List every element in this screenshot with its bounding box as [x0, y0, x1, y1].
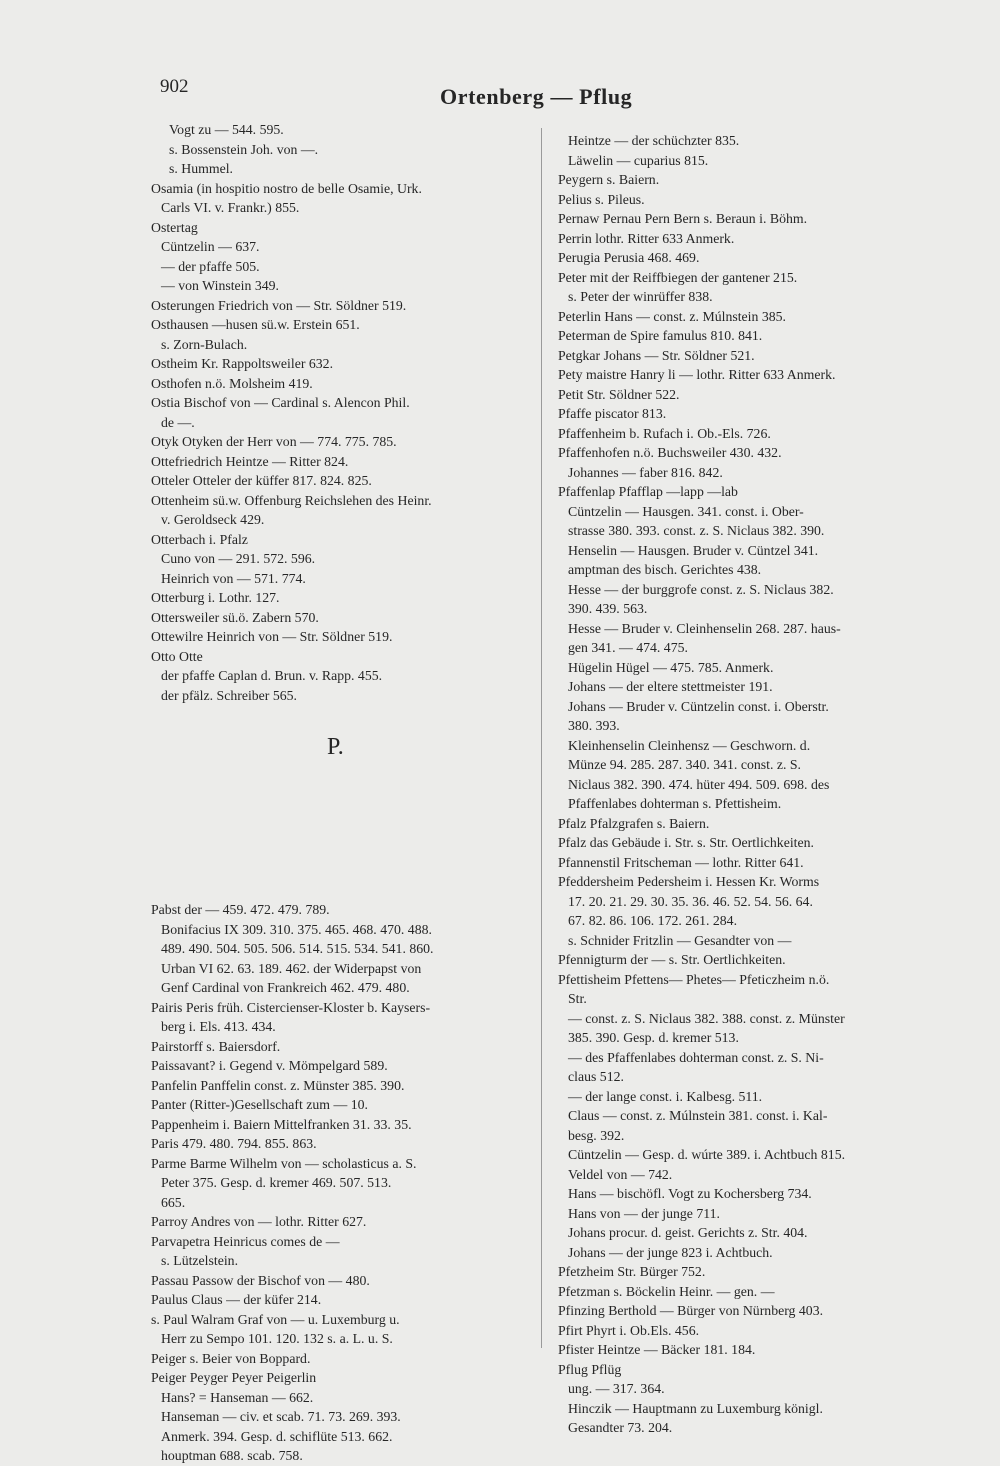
- index-entry: Peter mit der Reiffbiegen der gantener 215.: [558, 269, 798, 285]
- index-entry: Ostertag: [151, 219, 198, 235]
- index-subentry: Johannes — faber 816. 842.: [568, 464, 723, 480]
- index-entry: Ottenheim sü.w. Offenburg Reichslehen des Heinr.: [151, 492, 432, 508]
- index-subentry: Hesse — der burggrofe const. z. S. Niclaus 382.: [568, 581, 834, 597]
- index-subentry: Läwelin — cuparius 815.: [568, 152, 709, 168]
- index-entry: Paulus Claus — der küfer 214.: [151, 1292, 322, 1307]
- index-entry: Peiger s. Beier von Boppard.: [151, 1350, 311, 1366]
- index-subentry: Claus — const. z. Múlnstein 381. const. i. Kal-: [568, 1108, 828, 1123]
- index-subentry: — von Winstein 349.: [161, 278, 279, 293]
- index-subentry: s. Bossenstein Joh. von —.: [169, 141, 319, 157]
- index-subentry: gen 341. — 474. 475.: [568, 640, 688, 655]
- index-entry: Pernaw Pernau Pern Bern s. Beraun i. Böhm.: [558, 211, 808, 226]
- index-subentry: ung. — 317. 364.: [568, 1381, 665, 1396]
- index-entry: Osthofen n.ö. Molsheim 419.: [151, 375, 313, 391]
- index-entry: Pfinzing Berthold — Bürger von Nürnberg 403.: [558, 1303, 824, 1318]
- index-entry: Ostia Bischof von — Cardinal s. Alencon Phil.: [151, 395, 410, 410]
- index-entry: Peiger Peyger Peyer Peigerlin: [151, 1370, 317, 1385]
- index-entry: Pfennigturm der — s. Str. Oertlichkeiten.: [558, 952, 786, 967]
- index-entry: Ottewilre Heinrich von — Str. Söldner 519.: [151, 629, 393, 644]
- index-entry: Peygern s. Baiern.: [558, 172, 660, 187]
- index-entry: Passau Passow der Bischof von — 480.: [151, 1272, 370, 1288]
- index-subentry: Cüntzelin — 637.: [161, 239, 260, 254]
- index-entry: Otto Otte: [151, 648, 203, 664]
- index-subentry: Johans procur. d. geist. Gerichts z. Str. 404.: [568, 1225, 808, 1240]
- index-subentry: Anmerk. 394. Gesp. d. schiflüte 513. 662.: [161, 1428, 393, 1444]
- index-entry: Peterman de Spire famulus 810. 841.: [558, 328, 763, 343]
- index-entry: Pfeddersheim Pedersheim i. Hessen Kr. Worms: [558, 874, 820, 889]
- index-subentry: Heintze — der schüchzter 835.: [568, 133, 740, 148]
- right-column: [558, 131, 938, 1438]
- index-subentry: — der lange const. i. Kalbesg. 511.: [568, 1088, 763, 1104]
- index-entry: Pfaffenhofen n.ö. Buchsweiler 430. 432.: [558, 445, 782, 460]
- index-subentry: Cüntzelin — Hausgen. 341. const. i. Ober-: [568, 503, 804, 519]
- index-entry: Paissavant? i. Gegend v. Mömpelgard 589.: [151, 1058, 388, 1073]
- index-subentry: Peter 375. Gesp. d. kremer 469. 507. 513.: [161, 1175, 392, 1190]
- index-entry: s. Paul Walram Graf von — u. Luxemburg u.: [151, 1311, 400, 1327]
- index-subentry: Cuno von — 291. 572. 596.: [161, 551, 316, 566]
- index-entry: Pfettisheim Pfettens— Phetes— Pfeticzheim n.ö.: [558, 971, 830, 987]
- index-subentry: Cüntzelin — Gesp. d. wúrte 389. i. Achtbuch 815.: [568, 1147, 846, 1162]
- index-subentry: Johans — der junge 823 i. Achtbuch.: [568, 1244, 773, 1260]
- index-subentry: houptman 688. scab. 758.: [161, 1448, 303, 1463]
- index-entry: Ottefriedrich Heintze — Ritter 824.: [151, 453, 349, 469]
- index-subentry: s. Lützelstein.: [161, 1253, 239, 1268]
- index-subentry: Hesse — Bruder v. Cleinhenselin 268. 287. haus-: [568, 620, 841, 636]
- index-subentry: Hanseman — civ. et scab. 71. 73. 269. 393.: [161, 1409, 401, 1424]
- index-subentry: Heinrich von — 571. 774.: [161, 570, 306, 586]
- index-subentry: claus 512.: [568, 1069, 624, 1084]
- index-subentry: 665.: [161, 1194, 186, 1210]
- left-column-entries-p: [151, 900, 536, 1466]
- index-entry: Pfalz Pfalzgrafen s. Baiern.: [558, 815, 710, 831]
- index-subentry: Str.: [568, 991, 587, 1006]
- index-subentry: 385. 390. Gesp. d. kremer 513.: [568, 1030, 739, 1045]
- index-subentry: 67. 82. 86. 106. 172. 261. 284.: [568, 913, 738, 928]
- index-entry: Parme Barme Wilhelm von — scholasticus a. S.: [151, 1155, 417, 1171]
- column-divider: [541, 128, 542, 1348]
- index-subentry: s. Hummel.: [169, 161, 233, 176]
- index-entry: Pabst der — 459. 472. 479. 789.: [151, 902, 330, 917]
- index-entry: Pfetzheim Str. Bürger 752.: [558, 1264, 706, 1279]
- index-entry: Otterbach i. Pfalz: [151, 531, 248, 547]
- running-head: Ortenberg — Pflug: [440, 84, 633, 109]
- index-entry: Pflug Pflüg: [558, 1361, 622, 1377]
- index-subentry: Carls VI. v. Frankr.) 855.: [161, 200, 300, 215]
- index-subentry: Urban VI 62. 63. 189. 462. der Widerpapst von: [161, 960, 422, 976]
- index-subentry: Niclaus 382. 390. 474. hüter 494. 509. 698. des: [568, 776, 830, 792]
- index-entry: Otteler Otteler der küffer 817. 824. 825.: [151, 473, 372, 488]
- index-entry: Panter (Ritter-)Gesellschaft zum — 10.: [151, 1097, 368, 1112]
- index-entry: Parroy Andres von — lothr. Ritter 627.: [151, 1214, 367, 1229]
- index-subentry: Kleinhenselin Cleinhensz — Geschworn. d.: [568, 737, 811, 753]
- index-subentry: Genf Cardinal von Frankreich 462. 479. 480.: [161, 980, 410, 995]
- index-subentry: 390. 439. 563.: [568, 601, 648, 616]
- index-subentry: Hinczik — Hauptmann zu Luxemburg königl.: [568, 1400, 823, 1416]
- index-subentry: besg. 392.: [568, 1127, 625, 1143]
- index-subentry: — const. z. S. Niclaus 382. 388. const. z. Münster: [568, 1010, 845, 1026]
- index-entry: Osamia (in hospitio nostro de belle Osamie, Urk.: [151, 180, 422, 196]
- index-entry: Pfister Heintze — Bäcker 181. 184.: [558, 1342, 756, 1357]
- index-entry: Petit Str. Söldner 522.: [558, 386, 680, 402]
- index-entry: Parvapetra Heinricus comes de —: [151, 1233, 340, 1249]
- index-entry: Otterburg i. Lothr. 127.: [151, 590, 280, 605]
- index-entry: Pfaffe piscator 813.: [558, 406, 667, 421]
- index-subentry: Bonifacius IX 309. 310. 375. 465. 468. 470. 488.: [161, 921, 432, 937]
- index-subentry: Johans — der eltere stettmeister 191.: [568, 679, 773, 694]
- index-entry: Peterlin Hans — const. z. Múlnstein 385.: [558, 308, 787, 324]
- left-column-entries-o: [151, 120, 536, 705]
- index-subentry: Hans? = Hanseman — 662.: [161, 1389, 314, 1405]
- index-subentry: Hans von — der junge 711.: [568, 1205, 720, 1221]
- index-subentry: s. Peter der winrüffer 838.: [568, 289, 713, 304]
- index-entry: Pfetzman s. Böckelin Heinr. — gen. —: [558, 1283, 775, 1299]
- index-entry: Pfirt Phyrt i. Ob.Els. 456.: [558, 1322, 700, 1338]
- index-subentry: Veldel von — 742.: [568, 1166, 673, 1182]
- index-entry: Paris 479. 480. 794. 855. 863.: [151, 1136, 317, 1151]
- index-subentry: — des Pfaffenlabes dohterman const. z. S. Ni-: [568, 1049, 824, 1065]
- index-subentry: — der pfaffe 505.: [161, 258, 260, 274]
- index-subentry: Herr zu Sempo 101. 120. 132 s. a. L. u. S.: [161, 1331, 393, 1346]
- index-subentry: berg i. Els. 413. 434.: [161, 1019, 276, 1034]
- index-subentry: der pfaffe Caplan d. Brun. v. Rapp. 455.: [161, 668, 383, 683]
- page-number: 902: [160, 76, 189, 97]
- index-subentry: Hans — bischöfl. Vogt zu Kochersberg 734.: [568, 1186, 812, 1201]
- index-entry: Pelius s. Pileus.: [558, 191, 645, 207]
- index-subentry: Johans — Bruder v. Cüntzelin const. i. Oberstr.: [568, 698, 829, 714]
- index-subentry: strasse 380. 393. const. z. S. Niclaus 382. 390.: [568, 523, 825, 538]
- index-subentry: de —.: [161, 414, 195, 430]
- index-entry: Pfalz das Gebäude i. Str. s. Str. Oertlichkeiten.: [558, 835, 814, 850]
- index-entry: Pfaffenlap Pfafflap —lapp —lab: [558, 484, 738, 499]
- index-entry: Petgkar Johans — Str. Söldner 521.: [558, 347, 755, 363]
- index-subentry: Pfaffenlabes dohterman s. Pfettisheim.: [568, 796, 782, 811]
- index-subentry: 489. 490. 504. 505. 506. 514. 515. 534. 541. 860.: [161, 941, 434, 956]
- index-subentry: Gesandter 73. 204.: [568, 1420, 673, 1435]
- index-subentry: 17. 20. 21. 29. 30. 35. 36. 46. 52. 54. 56. 64.: [568, 893, 813, 909]
- index-entry: Osthausen —husen sü.w. Erstein 651.: [151, 317, 360, 332]
- index-entry: Ostheim Kr. Rappoltsweiler 632.: [151, 356, 334, 371]
- index-entry: Pfannenstil Fritscheman — lothr. Ritter 641.: [558, 854, 804, 870]
- index-entry: Osterungen Friedrich von — Str. Söldner 519.: [151, 297, 407, 313]
- left-column: [151, 120, 536, 1466]
- section-letter: P.: [327, 734, 344, 760]
- index-subentry: Hügelin Hügel — 475. 785. Anmerk.: [568, 659, 774, 675]
- index-entry: Pety maistre Hanry li — lothr. Ritter 633 Anmerk.: [558, 367, 836, 382]
- index-entry: Perugia Perusia 468. 469.: [558, 250, 700, 265]
- index-entry: Perrin lothr. Ritter 633 Anmerk.: [558, 230, 735, 246]
- index-entry: Pappenheim i. Baiern Mittelfranken 31. 33. 35.: [151, 1116, 412, 1132]
- index-entry: Pairis Peris früh. Cistercienser-Kloster b. Kaysers-: [151, 999, 431, 1015]
- index-subentry: s. Zorn-Bulach.: [161, 336, 248, 352]
- index-subentry: Vogt zu — 544. 595.: [169, 122, 284, 137]
- index-entry: Panfelin Panffelin const. z. Münster 385. 390.: [151, 1077, 405, 1093]
- index-entry: Pfaffenheim b. Rufach i. Ob.-Els. 726.: [558, 425, 771, 441]
- index-subentry: Münze 94. 285. 287. 340. 341. const. z. S.: [568, 757, 801, 772]
- index-subentry: s. Schnider Fritzlin — Gesandter von —: [568, 932, 792, 948]
- index-subentry: 380. 393.: [568, 718, 620, 733]
- index-entry: Pairstorff s. Baiersdorf.: [151, 1038, 281, 1054]
- index-subentry: der pfälz. Schreiber 565.: [161, 687, 297, 703]
- index-subentry: Henselin — Hausgen. Bruder v. Cüntzel 341.: [568, 542, 819, 558]
- index-subentry: amptman des bisch. Gerichtes 438.: [568, 562, 762, 577]
- index-subentry: v. Geroldseck 429.: [161, 512, 265, 527]
- index-entry: Ottersweiler sü.ö. Zabern 570.: [151, 609, 319, 625]
- index-entry: Otyk Otyken der Herr von — 774. 775. 785.: [151, 434, 397, 449]
